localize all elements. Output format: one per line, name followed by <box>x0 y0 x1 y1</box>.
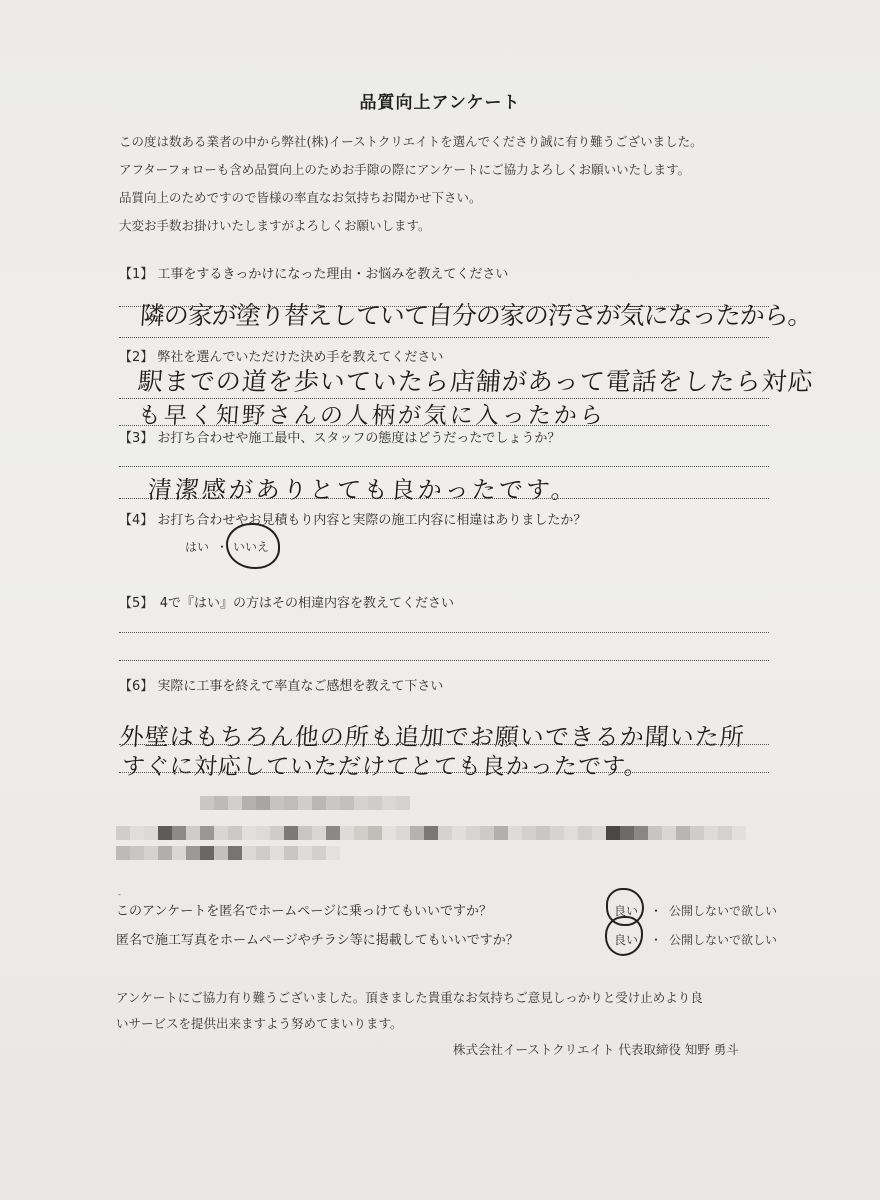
question-6-answer-line-2: すぐに対応していただけてとても良かったです。 <box>120 754 649 780</box>
consent-1-yes: 良い <box>614 904 639 918</box>
redacted-block <box>200 796 410 810</box>
question-2-answer-line-1: 駅までの道を歩いていたら店舗があって電話をしたら対応 <box>136 367 815 396</box>
closing-text <box>116 985 796 1037</box>
consent-1-separator: ・ <box>650 904 663 918</box>
selected-circle-mark <box>226 523 280 569</box>
question-5-label: 【5】 4で『はい』の方はその相違内容を教えてください <box>119 596 455 611</box>
intro-line: アフターフォローも含め品質向上のためお手隙の際にアンケートにご協力よろしくお願いいたします。 <box>119 162 691 177</box>
answer-line <box>119 466 769 467</box>
question-3-answer: 清潔感がありとても良かったです。 <box>146 476 579 504</box>
consent-2-no: 公開しないで欲しい <box>669 933 778 947</box>
closing-line: アンケートにご協力有り難うございました。頂きました貴重なお気持ちご意見しっかりと受け止めより良 <box>116 990 703 1005</box>
answer-line <box>119 772 769 773</box>
option-no: いいえ <box>233 540 270 554</box>
question-3-label: 【3】 お打ち合わせや施工最中、スタッフの態度はどうだったでしょうか？ <box>119 431 561 446</box>
question-2-label: 【2】 弊社を選んでいただけた決め手を教えてください <box>119 350 444 365</box>
question-4-label: 【4】 お打ち合わせやお見積もり内容と実際の施工内容に相違はありましたか？ <box>119 513 587 528</box>
consent-1-question: このアンケートを匿名でホームページに乗っけてもいいですか？ <box>116 904 492 919</box>
question-6-answer-line-1: 外壁はもちろん他の所も追加でお願いできるか聞いた所 <box>118 723 746 751</box>
consent-2-separator: ・ <box>650 933 663 947</box>
intro-text <box>119 128 819 240</box>
closing-line: いサービスを提供出来ますよう努めてまいります。 <box>116 1016 403 1031</box>
answer-line <box>119 660 769 661</box>
question-2-answer-line-2: も早く知野さんの人柄が気に入ったから <box>136 403 607 429</box>
answer-line <box>119 498 769 499</box>
consent-1-no: 公開しないで欲しい <box>669 904 778 918</box>
intro-line: 大変お手数お掛けいたしますがよろしくお願いします。 <box>119 218 431 233</box>
consent-2-yes: 良い <box>614 933 639 947</box>
answer-line <box>119 632 769 633</box>
option-yes: はい <box>185 540 210 554</box>
intro-line: 品質向上のためですので皆様の率直なお気持ちお聞かせ下さい。 <box>119 190 482 205</box>
question-1-answer: 隣の家が塗り替えしていて自分の家の汚さが気になったから。 <box>138 301 813 330</box>
question-1-label: 【1】 工事をするきっかけになった理由・お悩みを教えてください <box>119 267 509 282</box>
small-mark: - <box>118 890 121 899</box>
page-title: 品質向上アンケート <box>359 93 521 113</box>
answer-line <box>119 337 769 338</box>
question-6-label: 【6】 実際に工事を終えて率直なご感想を教えて下さい <box>119 679 444 694</box>
intro-line: この度は数ある業者の中から弊社(株)イーストクリエイトを選んでくださり誠に有り難うございました。 <box>119 134 703 149</box>
answer-line <box>119 425 769 426</box>
consent-2-question: 匿名で施工写真をホームページやチラシ等に掲載してもいいですか？ <box>116 933 519 948</box>
option-separator: ・ <box>216 540 229 554</box>
redacted-block <box>116 846 340 860</box>
redacted-block <box>116 826 746 840</box>
company-signature: 株式会社イーストクリエイト 代表取締役 知野 勇斗 <box>453 1042 739 1057</box>
selected-circle-mark <box>605 916 643 956</box>
answer-line <box>119 744 769 745</box>
